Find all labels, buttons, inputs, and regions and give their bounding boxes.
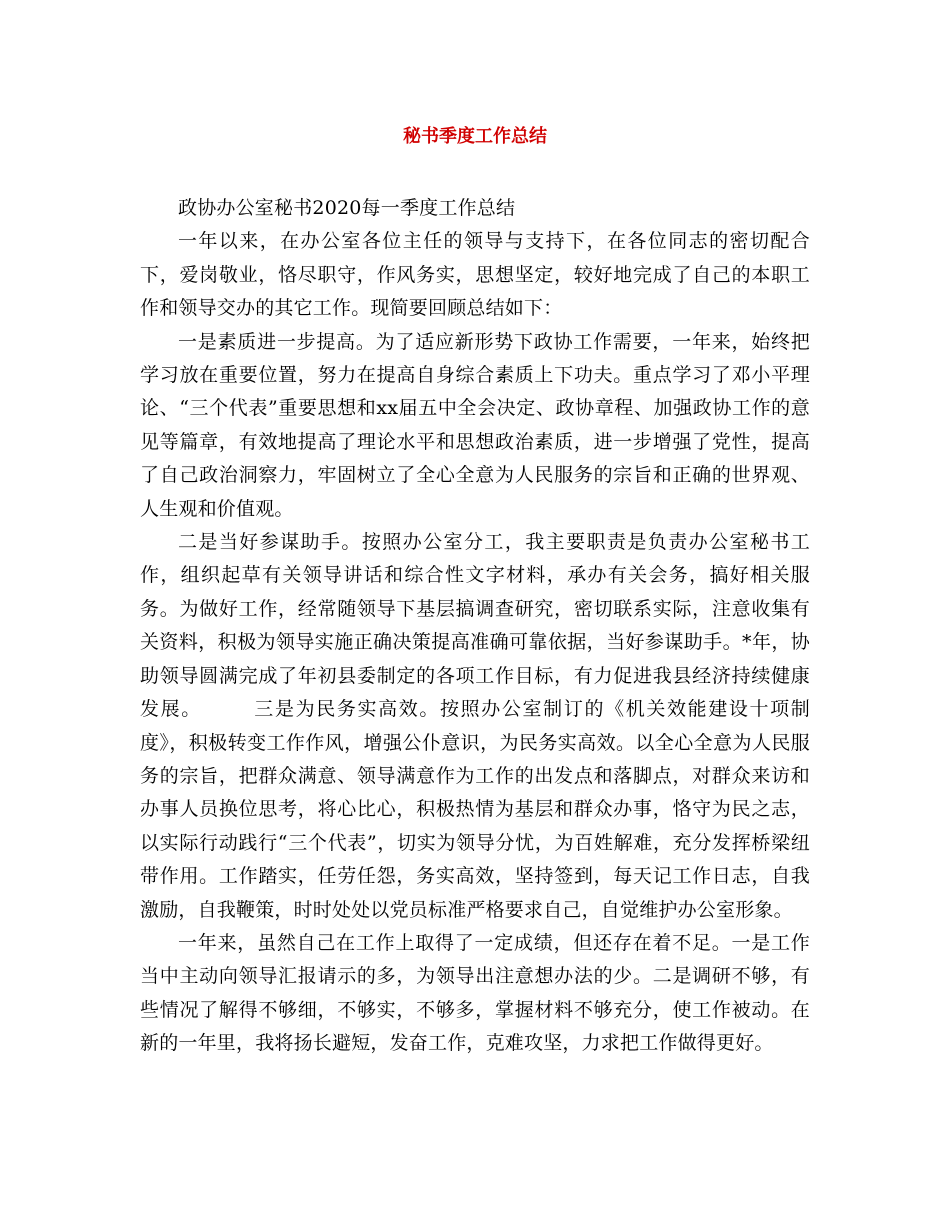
document-title: 秘书季度工作总结 xyxy=(403,126,547,147)
document-body xyxy=(140,192,810,1061)
paragraph-shortcomings: 一年来，虽然自己在工作上取得了一定成绩，但还存在着不足。一是工作当中主动向领导汇报请示的多，为领导出注意想办法的少。二是调研不够，有些情况了解得不够细，不够实，不够多，掌握材料不够充分，使工作被动。在新的一年里，我将扬长避短，发奋工作，克难攻坚，力求把工作做得更好。 xyxy=(140,931,810,1055)
paragraph-quality: 一是素质进一步提高。为了适应新形势下政协工作需要，一年来，始终把学习放在重要位置，努力在提高自身综合素质上下功夫。重点学习了邓小平理论、“三个代表”重要思想和xx届五中全会决定、政协章程、加强政协工作的意见等篇章，有效地提高了理论水平和思想政治素质，进一步增强了党性，提高了自己政治洞察力，牢固树立了全心全意为人民服务的宗旨和正确的世界观、人生观和价值观。 xyxy=(140,330,810,520)
document-subtitle: 政协办公室秘书2020每一季度工作总结 xyxy=(178,197,516,219)
paragraph-intro: 一年以来，在办公室各位主任的领导与支持下，在各位同志的密切配合下，爱岗敬业，恪尽职守，作风务实，思想坚定，较好地完成了自己的本职工作和领导交办的其它工作。现简要回顾总结如下： xyxy=(140,230,810,320)
paragraph-assistant: 二是当好参谋助手。按照办公室分工，我主要职责是负责办公室秘书工作，组织起草有关领导讲话和综合性文字材料，承办有关会务，搞好相关服务。为做好工作，经常随领导下基层搞调查研究，密切联系实际，注意收集有关资料，积极为领导实施正确决策提高准确可靠依据，当好参谋助手。*年，协助领导圆满完成了年初县委制定的各项工作目标，有力促进我县经济持续健康发展。 三是为民务实高效。按照办公室制订的《机关效能建设十项制度》，积极转变工作作风，增强公仆意识，为民务实高效。以全心全意为人民服务的宗旨，把群众满意、领导满意作为工作的出发点和落脚点，对群众来访和办事人员换位思考，将心比心，积极热情为基层和群众办事，恪守为民之志，以实际行动践行“三个代表”，切实为领导分忧，为百姓解难，充分发挥桥梁纽带作用。工作踏实，任劳任怨，务实高效，坚持签到，每天记工作日志，自我激励，自我鞭策，时时处处以党员标准严格要求自己，自觉维护办公室形象。 xyxy=(140,531,810,921)
